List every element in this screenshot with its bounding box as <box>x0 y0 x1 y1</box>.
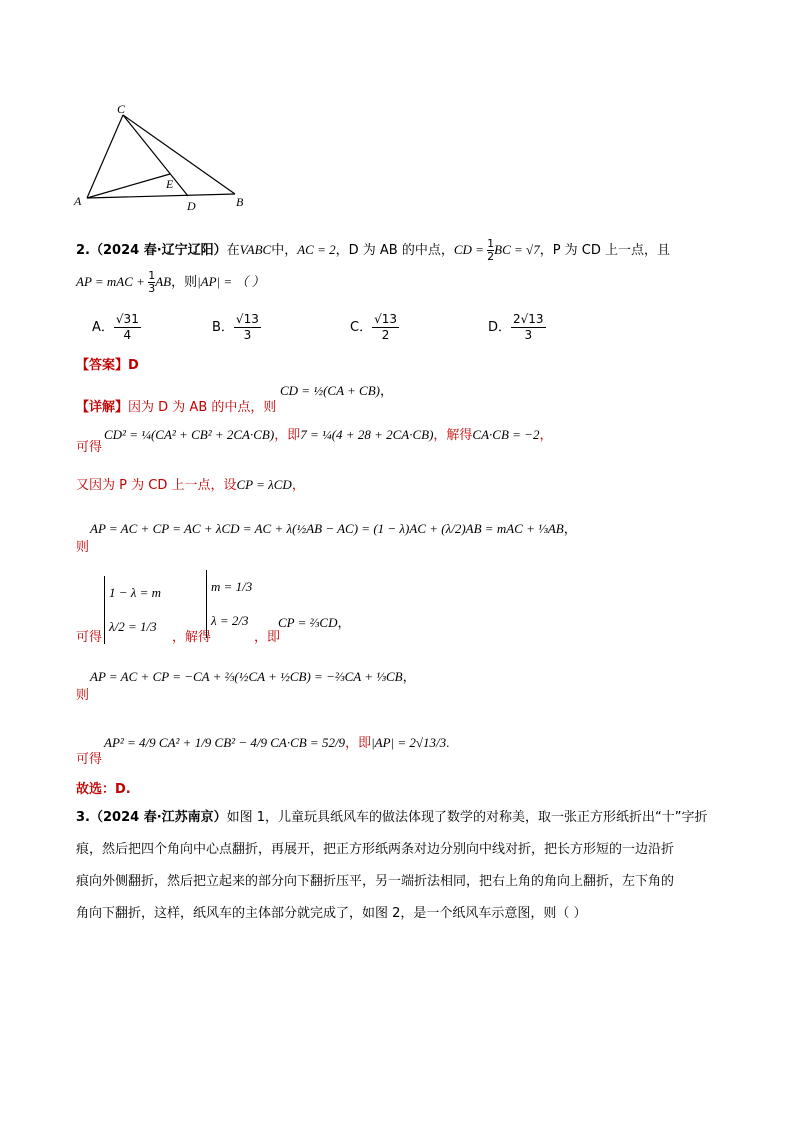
q2-cd-rhs: BC = √7 <box>494 242 540 257</box>
ap-in-ca-cb: AP = AC + CP = −CA + ⅔(½CA + ½CB) = −⅔CA + ⅓CB <box>90 669 403 684</box>
ap-decomposition: AP = AC + CP = AC + λCD = AC + λ(½AB − AC) = (1 − λ)AC + (λ/2)AB = mAC + ⅓AB <box>90 521 564 536</box>
dot-product-result: CA·CB = −2 <box>472 427 540 442</box>
q2-text-d: ，P 为 CD 上一点，且 <box>539 243 671 258</box>
detail-line-5c <box>254 626 280 645</box>
system-2 <box>206 570 252 638</box>
conclusion-text: 故选：D. <box>76 782 131 797</box>
detail-text: 则 <box>76 688 90 703</box>
triangle-figure <box>70 100 250 215</box>
q2-text-b: 中， <box>271 243 298 258</box>
q2-ap-fraction: $\frac{1}{3}$ <box>148 269 156 295</box>
option-fraction: $\frac{√13}{3}$ <box>235 312 259 342</box>
solution-m: m = 1/3 <box>211 579 253 594</box>
q2-option-c[interactable] <box>350 312 399 343</box>
q2-cd-fraction: $\frac{1}{2}$ <box>487 237 495 263</box>
q2-source: （2024 春·辽宁辽阳） <box>89 243 227 258</box>
detail-text: 可得 <box>76 440 103 455</box>
answer-tag: 【答案】 <box>76 358 129 373</box>
cd-squared-formula: CD² = ¼(CA² + CB² + 2CA·CB) <box>104 427 275 442</box>
q2-ap-expression: AP = mAC + <box>76 274 149 289</box>
segment-ae <box>87 174 170 198</box>
q3-source: （2024 春·江苏南京） <box>89 810 227 825</box>
punct: ， <box>291 478 305 493</box>
label-e: E <box>166 177 174 191</box>
answer-value: D <box>128 358 139 373</box>
q3-line1 <box>76 806 708 825</box>
q2-stem-line2 <box>76 270 265 295</box>
segment-cd <box>123 115 188 196</box>
cd-midpoint-formula: CD = ½(CA + CB) <box>280 383 381 398</box>
label-b: B <box>236 195 244 209</box>
q2-text-e: ，则 <box>171 275 198 290</box>
option-label: C． <box>350 320 373 335</box>
detail-text: ，即 <box>254 630 281 645</box>
q2-text-a: 在 <box>226 243 240 258</box>
detail-line-5 <box>76 626 102 645</box>
q2-text-c: ，D 为 AB 的中点， <box>335 243 454 258</box>
segment-ca <box>87 115 123 198</box>
q3-line3 <box>76 870 674 889</box>
ap-squared: AP² = 4/9 CA² + 1/9 CB² − 4/9 CA·CB = 52/9 <box>104 735 346 750</box>
detail-text: 因为 D 为 AB 的中点，则 <box>128 400 277 415</box>
detail-text: ，即 <box>345 736 372 751</box>
punct: ， <box>539 428 553 443</box>
q2-option-d[interactable] <box>488 312 546 343</box>
q3-text: 痕，然后把四个角向中心点翻折，再展开，把正方形纸两条对边分别向中线对折，把长方形短的一边沿折 <box>76 842 675 857</box>
detail-text: 则 <box>76 540 90 555</box>
detail-line-2 <box>76 436 102 455</box>
ap-magnitude: |AP| = 2√13/3 <box>371 735 447 750</box>
punct: ， <box>337 615 351 630</box>
detail-line-6-math <box>90 666 416 685</box>
detail-line-3 <box>76 474 305 493</box>
detail-tag: 【详解】 <box>76 400 129 415</box>
q3-line4 <box>76 902 587 921</box>
segment-ab <box>87 194 235 198</box>
detail-text: ，解得 <box>172 630 212 645</box>
conclusion <box>76 778 131 797</box>
option-fraction: $\frac{√13}{2}$ <box>374 312 397 342</box>
q2-stem-line1 <box>76 238 670 263</box>
cp-lambda-cd: CP = λCD <box>236 477 292 492</box>
option-fraction: $\frac{2√13}{3}$ <box>513 312 544 342</box>
punct: ， <box>563 521 577 536</box>
punct: ， <box>402 669 416 684</box>
detail-line-7 <box>76 748 102 767</box>
q2-option-b[interactable] <box>212 312 261 343</box>
q2-ac: AC = 2 <box>297 242 336 257</box>
system-eq-1: 1 − λ = m <box>109 585 162 600</box>
option-fraction: $\frac{√31}{4}$ <box>115 312 139 342</box>
label-d: D <box>187 199 196 213</box>
seven-equation: 7 = ¼(4 + 28 + 2CA·CB) <box>300 427 434 442</box>
q2-answer <box>76 354 139 373</box>
q3-text: 如图 1，儿童玩具纸风车的做法体现了数学的对称美，取一张正方形纸折出“十”字折 <box>226 810 708 825</box>
q3-line2 <box>76 838 674 857</box>
detail-line-1-math <box>280 380 393 399</box>
q2-number: 2. <box>76 243 90 258</box>
q3-text: 角向下翻折，这样，纸风车的主体部分就完成了，如图 2，是一个纸风车示意图，则（ ） <box>76 906 587 921</box>
detail-line-7-math <box>104 732 449 751</box>
detail-text: 又因为 P 为 CD 上一点，设 <box>76 478 237 493</box>
solution-lambda: λ = 2/3 <box>211 613 249 628</box>
detail-line-1 <box>76 396 276 415</box>
detail-line-5-math <box>278 612 350 631</box>
label-c: C <box>117 102 126 116</box>
q2-triangle: VABC <box>239 242 272 257</box>
punct: . <box>446 735 450 750</box>
q2-cd-eq: CD = <box>453 242 488 257</box>
detail-text: 可得 <box>76 752 103 767</box>
q2-ab-term: AB <box>155 274 172 289</box>
q2-abs-ap: |AP| = （ ） <box>197 274 265 289</box>
system-1 <box>104 576 161 644</box>
detail-line-4 <box>76 536 89 555</box>
detail-line-6 <box>76 684 89 703</box>
system-eq-2: λ/2 = 1/3 <box>109 619 157 634</box>
detail-text: ，即 <box>274 428 301 443</box>
detail-text: 可得 <box>76 630 103 645</box>
detail-line-4-math <box>90 518 577 537</box>
option-label: B． <box>212 320 234 335</box>
label-a: A <box>74 194 82 208</box>
cp-result: CP = ⅔CD <box>278 615 338 630</box>
q3-text: 痕向外侧翻折，然后把立起来的部分向下翻折压平，另一端折法相同，把右上角的角向上翻折，左下角的 <box>76 874 675 889</box>
q3-number: 3. <box>76 810 90 825</box>
detail-line-2-math <box>104 424 552 443</box>
q2-option-a[interactable] <box>92 312 141 343</box>
option-label: A． <box>92 320 114 335</box>
punct: ， <box>380 383 394 398</box>
detail-text: ，解得 <box>433 428 473 443</box>
option-label: D． <box>488 320 512 335</box>
